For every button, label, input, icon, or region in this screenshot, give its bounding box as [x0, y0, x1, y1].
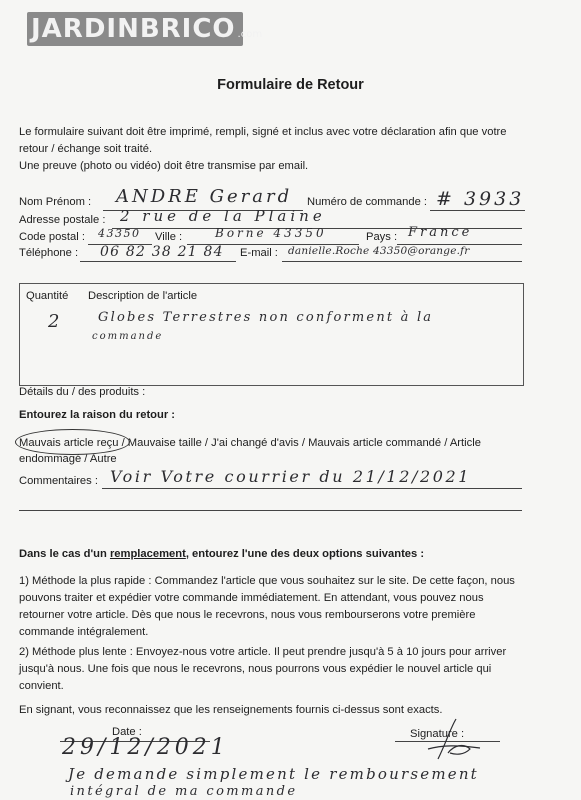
comments-label: Commentaires : [19, 475, 98, 487]
order-underline [430, 210, 525, 211]
order-value[interactable]: # 3933 [436, 188, 525, 210]
intro-line-3: Une preuve (photo ou vidéo) doit être transmise par email. [19, 160, 309, 172]
phone-label: Téléphone : [19, 247, 79, 259]
country-value[interactable]: France [408, 225, 473, 240]
signature-label: Signature : [410, 728, 465, 740]
option-2-line-3: convient. [19, 680, 64, 692]
signing-statement: En signant, vous reconnaissez que les renseignements fournis ci-dessus sont exacts. [19, 704, 443, 716]
email-underline [282, 261, 522, 262]
form-title: Formulaire de Retour [217, 77, 364, 93]
postal-value[interactable]: 43350 [98, 227, 141, 240]
address-label: Adresse postale : [19, 214, 106, 226]
brand-logo [27, 12, 263, 46]
comments-underline-2 [19, 510, 522, 511]
replacement-heading [19, 548, 424, 560]
comments-value[interactable]: Voir Votre courrier du 21/12/2021 [110, 467, 472, 486]
option-2-line-2: jusqu'à nous. Une fois que nous le recevrons, nous pourrons vous expédier le nouvel article qui [19, 663, 492, 675]
desc-header: Description de l'article [88, 290, 198, 302]
logo-brand-text: JARDINBRICO [31, 14, 236, 44]
city-value[interactable]: Borne 43350 [215, 226, 327, 240]
option-1-line-3: retourner votre article. Dès que nous le recevrons, nous vous rembourserons votre première [19, 609, 476, 621]
reason-selection-circle [15, 429, 130, 455]
option-1-line-2: pouvons traiter et expédier votre commande immédiatement. En attendant, vous pouvez nous [19, 592, 484, 604]
replacement-heading-suffix: , entourez l'une des deux options suivantes : [185, 548, 425, 560]
name-label: Nom Prénom : [19, 196, 92, 208]
email-value[interactable]: danielle.Roche 43350@orange.fr [288, 245, 470, 257]
replacement-option-1[interactable] [19, 573, 559, 641]
reason-options-rest[interactable]: / Mauvaise taille / J'ai changé d'avis / Mauvais article commandé / Article [121, 437, 481, 449]
postal-label: Code postal : [19, 231, 85, 243]
replacement-heading-prefix: Dans le cas d'un [19, 548, 110, 560]
address-value[interactable]: 2 rue de la Plaine [120, 207, 326, 225]
note-line-2[interactable]: intégral de ma commande [70, 784, 298, 799]
desc-value-line-2[interactable]: commande [92, 331, 164, 342]
desc-value-line-1[interactable]: Globes Terrestres non conforment à la [98, 310, 434, 325]
logo-domain-text: .com [237, 29, 263, 40]
order-label: Numéro de commande : [307, 196, 428, 208]
replacement-option-2[interactable] [19, 644, 559, 695]
qty-value[interactable]: 2 [48, 311, 61, 332]
handwritten-signature [420, 715, 500, 765]
reason-option-wrong-item[interactable]: Mauvais article reçu [19, 437, 119, 449]
email-label: E-mail : [240, 247, 278, 259]
reason-heading: Entourez la raison du retour : [19, 409, 176, 421]
option-1-line-1: 1) Méthode la plus rapide : Commandez l'article que vous souhaitez sur le site. De cette façon, nous [19, 575, 515, 587]
date-label: Date : [112, 726, 142, 738]
option-2-line-1: 2) Méthode plus lente : Envoyez-nous votre article. Il peut prendre jusqu'à 5 à 10 jours pour arriver [19, 646, 507, 658]
name-value[interactable]: ANDRE Gerard [116, 186, 293, 207]
intro-line-1: Le formulaire suivant doit être imprimé, rempli, signé et inclus avec votre déclaration afin que votre [19, 126, 507, 138]
phone-underline [80, 261, 236, 262]
replacement-heading-keyword: remplacement [109, 548, 186, 560]
qty-header: Quantité [26, 290, 69, 302]
city-label: Ville : [155, 231, 183, 243]
date-value[interactable]: 29/12/2021 [62, 735, 229, 760]
phone-value[interactable]: 06 82 38 21 84 [100, 244, 224, 260]
option-1-line-4: commande intégralement. [19, 626, 149, 638]
country-label: Pays : [366, 231, 398, 243]
reason-options-line-2[interactable]: endommagé / Autre [19, 453, 117, 465]
intro-line-2: retour / échange soit traité. [19, 143, 153, 155]
intro-text [19, 124, 519, 175]
note-line-1[interactable]: Je demande simplement le remboursement [68, 765, 479, 783]
details-label: Détails du / des produits : [19, 386, 146, 398]
comments-underline [102, 488, 522, 489]
